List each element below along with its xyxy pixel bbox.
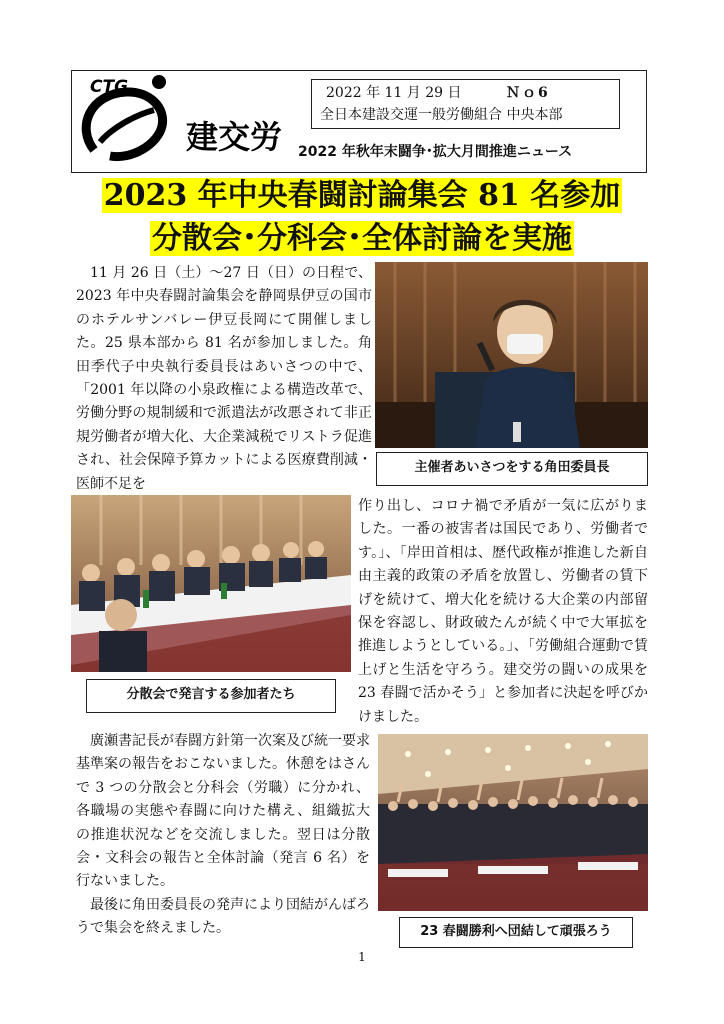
headline-line-2: 分散会･分科会･全体討論を実施 [152, 221, 572, 256]
article-column-1 [76, 262, 372, 496]
issue-info-box [311, 79, 620, 129]
article-column-2 [358, 495, 648, 729]
photo-discussion [71, 495, 351, 672]
org-full-name: 全日本建設交運一般労働組合 中央本部 [320, 107, 563, 123]
caption-photo-rally: 23 春闘勝利へ団結して頑張ろう [399, 917, 633, 948]
photo-speaker [375, 262, 648, 448]
article-paragraph-1: 11 月 26 日（土）～27 日（日）の日程で、2023 年中央春闘討論集会を静岡県伊豆の国市のホテルサンバレー伊豆長岡にて開催しました。25 県本部から 81 名が参加しました。角田季代子中央執行委員長はあいさつの中で、「2001 年以降の小泉政権による構造改革で、労働分野の規制緩和で派遣法が改悪されて非正規労働者が増大化、大企業減税でリストラ促進され、社会保障予算カットによる医療費削減・医師不足を [76, 265, 372, 492]
article-paragraph-2: 作り出し、コロナ禍で矛盾が一気に広がりました。一番の被害者は国民であり、労働者です。」、「岸田首相は、歴代政権が推進した新自由主義的政策の矛盾を放置し、労働者の賃下げを続けて、増大化を続ける大企業の内部留保を容認し、財政破たんが続く中で大軍拡を推進しようとしている。」、「労働組合運動で賃上げと生活を守ろう。建交労の闘いの成果を 23 春闘で活かそう」と参加者に決起を呼びかけました。 [358, 498, 648, 725]
article-paragraph-3: 廣瀬書記長が春闘方針第一次案及び統一要求基準案の報告をおこないました。休憩をはさんで 3 つの分散会と分科会（労職）に分かれ、各職場の実態や春闘に向けた構え、組織拡大の推進状況などを交流しました。翌日は分散会・文科会の報告と全体討論（発言 6 名）を行ないました。 [76, 733, 370, 890]
headline-line-1: 2023 年中央春闘討論集会 81 名参加 [103, 178, 621, 213]
issue-date: 2022 年 11 月 29 日 [326, 85, 462, 101]
photo-rally [378, 734, 648, 911]
issue-number: Ｎｏ6 [505, 85, 550, 101]
article-column-3 [76, 730, 370, 941]
article-paragraph-4: 最後に角田委員長の発声により団結がんばろうで集会を終えました。 [76, 896, 370, 937]
org-name: 建交労 [186, 118, 283, 156]
caption-photo-discussion: 分散会で発言する参加者たち [86, 679, 336, 713]
news-title: 2022 年秋年末闘争･拡大月間推進ニュース [298, 144, 573, 160]
logo-text: CTG [90, 77, 129, 97]
ctg-logo [80, 72, 180, 170]
caption-photo-speaker: 主催者あいさつをする角田委員長 [376, 452, 648, 486]
page-number: 1 [358, 950, 366, 964]
